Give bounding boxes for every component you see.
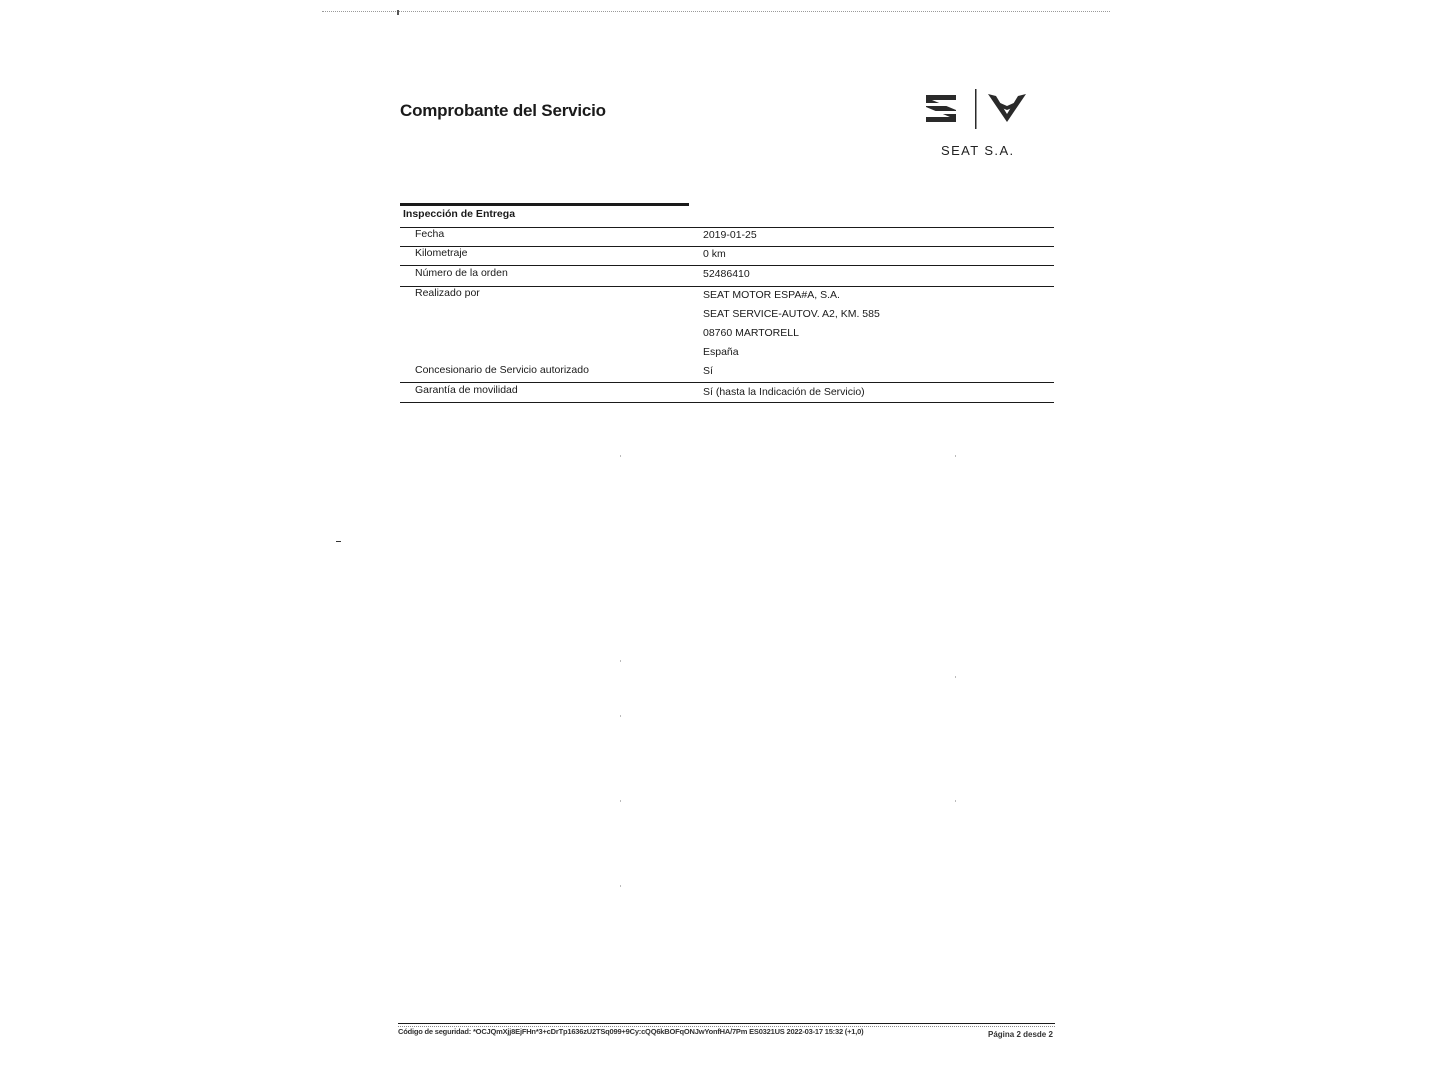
scan-speck bbox=[620, 660, 621, 662]
footer-rule bbox=[398, 1023, 1055, 1024]
table-rule bbox=[400, 265, 1054, 266]
row-value-address-line-1: SEAT SERVICE-AUTOV. A2, KM. 585 bbox=[703, 308, 880, 320]
table-rule bbox=[400, 402, 1054, 403]
table-rule bbox=[400, 382, 1054, 383]
cupra-logo-icon bbox=[988, 94, 1026, 122]
scan-speck bbox=[955, 455, 956, 457]
table-rule bbox=[400, 246, 1054, 247]
row-value-kilometraje: 0 km bbox=[703, 248, 726, 260]
row-label-numero-orden: Número de la orden bbox=[415, 267, 508, 279]
row-value-numero-orden: 52486410 bbox=[703, 268, 750, 280]
row-value-garantia: Sí (hasta la Indicación de Servicio) bbox=[703, 386, 865, 398]
section-header-bar bbox=[400, 203, 689, 206]
row-label-realizado-por: Realizado por bbox=[415, 287, 480, 299]
scan-mark bbox=[397, 10, 399, 15]
row-label-kilometraje: Kilometraje bbox=[415, 247, 468, 259]
row-value-concesionario: Sí bbox=[703, 365, 713, 377]
scan-speck bbox=[620, 715, 621, 717]
section-title: Inspección de Entrega bbox=[403, 208, 516, 220]
row-value-address-line-2: 08760 MARTORELL bbox=[703, 327, 799, 339]
row-label-fecha: Fecha bbox=[415, 228, 445, 240]
seat-logo-icon bbox=[926, 95, 956, 122]
row-value-country: España bbox=[703, 346, 739, 358]
brand-caption: SEAT S.A. bbox=[941, 143, 1015, 158]
scan-mark bbox=[336, 541, 341, 542]
scan-speck bbox=[620, 800, 621, 802]
scan-edge-line bbox=[322, 11, 1110, 12]
scan-speck bbox=[955, 676, 956, 678]
scan-speck bbox=[620, 455, 621, 457]
table-rule bbox=[400, 227, 1054, 228]
table-rule bbox=[400, 286, 1054, 287]
scan-speck bbox=[620, 885, 621, 887]
scan-speck bbox=[955, 800, 956, 802]
page-title: Comprobante del Servicio bbox=[400, 101, 606, 120]
security-code: Código de seguridad: *OCJQmXjj8EjFHn*3+cDrTp1636zU2TSq099+9Cy:cQQ6kBOFqONJwYonfHA/7Pm ES0321US 2022-03-17 15:32 (+1,0) bbox=[398, 1027, 864, 1036]
row-label-concesionario: Concesionario de Servicio autorizado bbox=[415, 364, 589, 376]
row-value-realizado-por: SEAT MOTOR ESPA#A, S.A. bbox=[703, 289, 840, 301]
page-number: Página 2 desde 2 bbox=[988, 1030, 1053, 1039]
seat-cupra-logo-icon bbox=[924, 86, 1034, 136]
row-value-fecha: 2019-01-25 bbox=[703, 229, 757, 241]
row-label-garantia: Garantía de movilidad bbox=[415, 384, 518, 396]
